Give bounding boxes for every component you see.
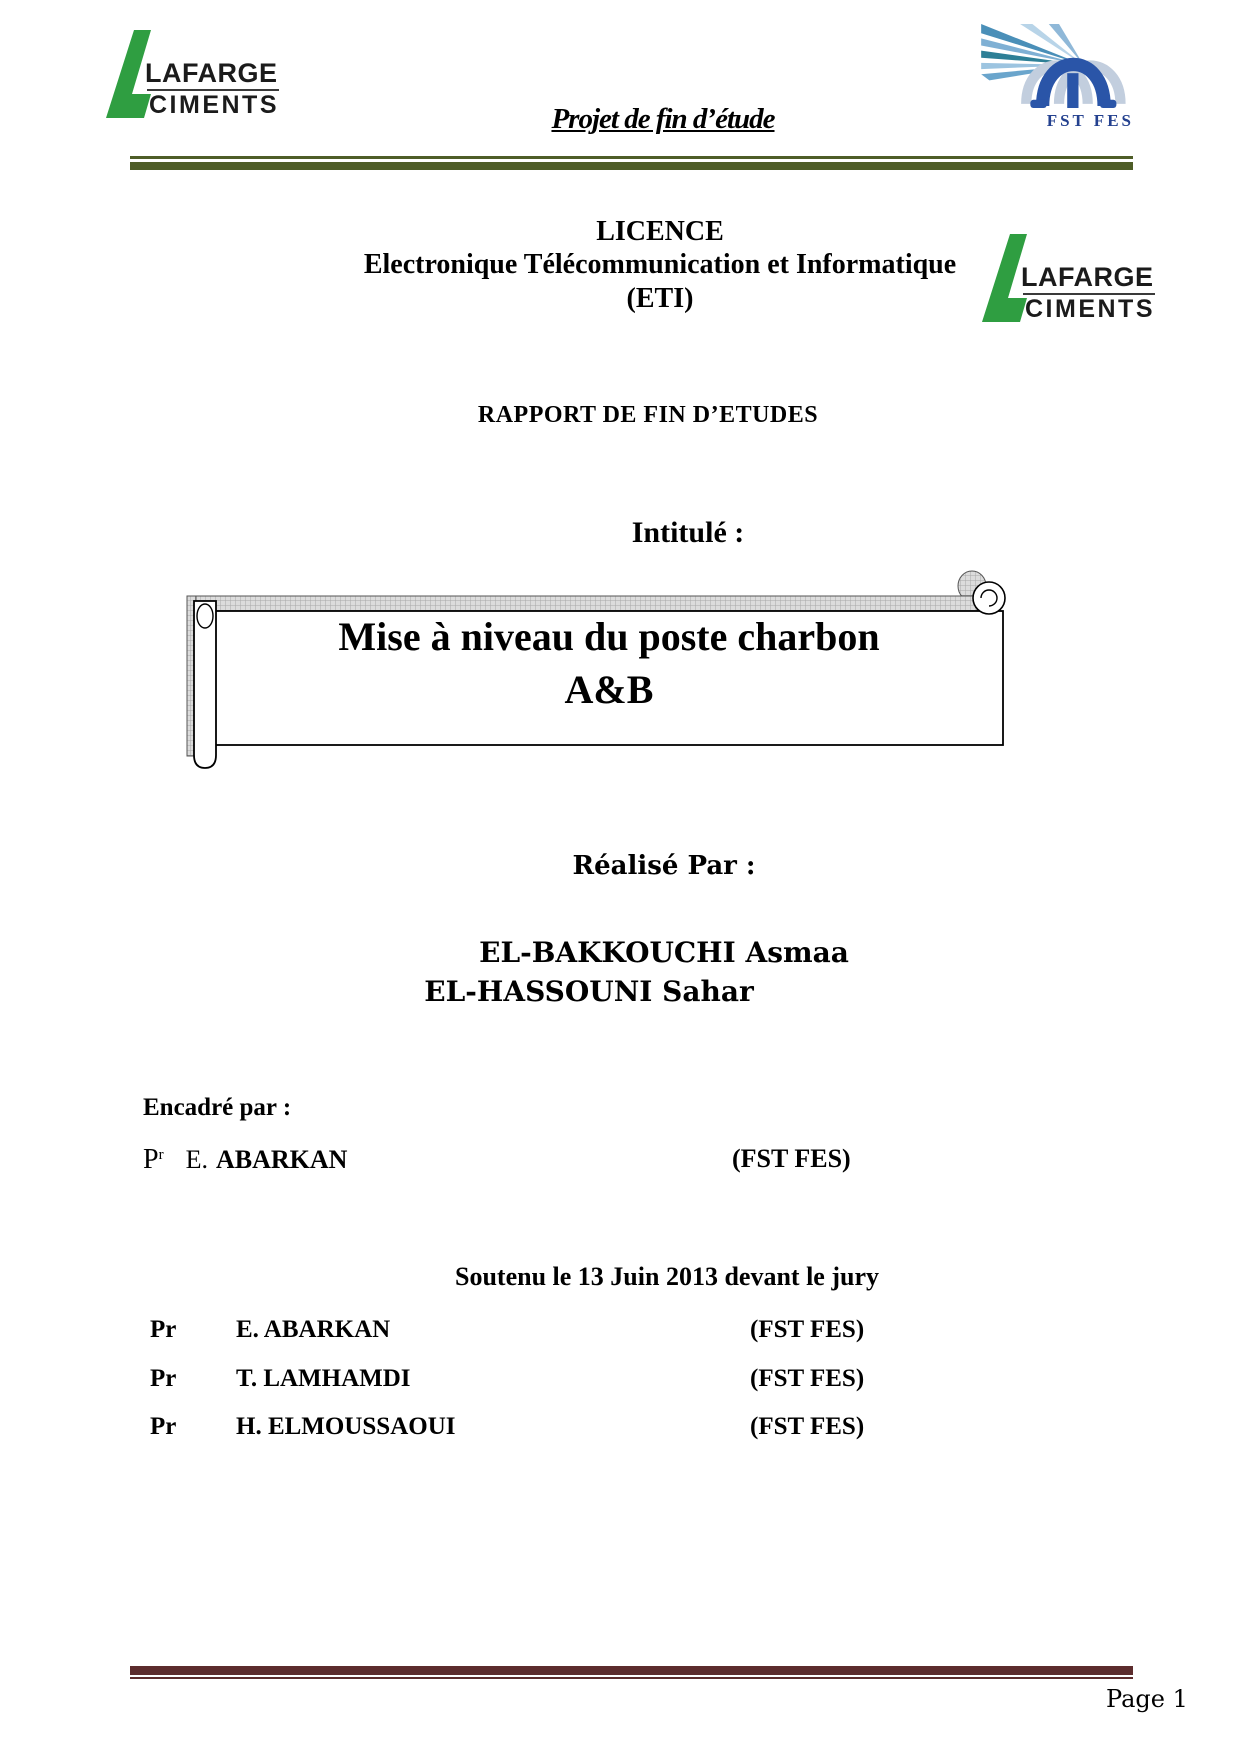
jury-title: Pr	[150, 1365, 177, 1392]
jury-name: H. ELMOUSSAOUI	[236, 1413, 456, 1440]
authors-label: Réalisé Par :	[572, 851, 756, 881]
title-label: Intitulé :	[631, 516, 745, 549]
jury-row	[150, 1413, 1110, 1445]
supervisor-affiliation: (FST FES)	[732, 1144, 851, 1173]
supervisor-label: Encadré par :	[143, 1094, 292, 1121]
supervisor-initial: E.	[185, 1145, 208, 1174]
defense-statement: Soutenu le 13 Juin 2013 devant le jury	[455, 1262, 879, 1291]
author-name: EL-HASSOUNI Sahar	[424, 975, 754, 1008]
supervisor-title: P	[143, 1144, 159, 1175]
lafarge-wordmark-line2: CIMENTS	[149, 91, 279, 119]
lafarge-wordmark	[145, 60, 279, 118]
report-title	[213, 610, 1005, 716]
lafarge-wordmark-line2: CIMENTS	[1025, 295, 1155, 323]
jury-row	[150, 1365, 1110, 1397]
jury-title: Pr	[150, 1413, 177, 1440]
supervisor-row	[143, 1144, 1133, 1180]
fst-fes-emblem-icon	[980, 24, 1136, 108]
fst-fes-caption: FST FES	[1046, 111, 1134, 130]
lafarge-ciments-logo-secondary	[982, 234, 1155, 324]
jury-name: E. ABARKAN	[236, 1316, 391, 1343]
header-rule	[130, 156, 1133, 170]
lafarge-wordmark-line1: LAFARGE	[1021, 262, 1154, 292]
degree-line: LICENCE	[596, 216, 724, 247]
jury-title: Pr	[150, 1316, 177, 1343]
running-title: Projet de fin d’étude	[551, 103, 775, 135]
report-title-line1: Mise à niveau du poste charbon	[338, 614, 880, 659]
fst-fes-logo	[980, 24, 1136, 131]
lafarge-ciments-logo	[106, 30, 279, 120]
jury-affiliation: (FST FES)	[750, 1316, 865, 1343]
lafarge-wordmark	[1021, 264, 1155, 322]
supervisor-title-superscript: r	[158, 1147, 164, 1163]
specialty-line: Electronique Télécommunication et Informatique	[363, 249, 957, 280]
author-name: EL-BAKKOUCHI Asmaa	[479, 936, 849, 969]
jury-name: T. LAMHAMDI	[236, 1365, 411, 1392]
footer-rule	[130, 1666, 1133, 1679]
jury-affiliation: (FST FES)	[750, 1365, 865, 1392]
report-title-line2: A&B	[564, 667, 654, 712]
lafarge-wordmark-line1: LAFARGE	[145, 58, 278, 88]
jury-affiliation: (FST FES)	[750, 1413, 865, 1440]
abbreviation-line: (ETI)	[626, 283, 694, 314]
page-number: Page 1	[1106, 1685, 1188, 1713]
report-type-line: RAPPORT DE FIN D’ETUDES	[477, 402, 819, 428]
supervisor-name: ABARKAN	[215, 1145, 348, 1174]
jury-row	[150, 1316, 1110, 1348]
